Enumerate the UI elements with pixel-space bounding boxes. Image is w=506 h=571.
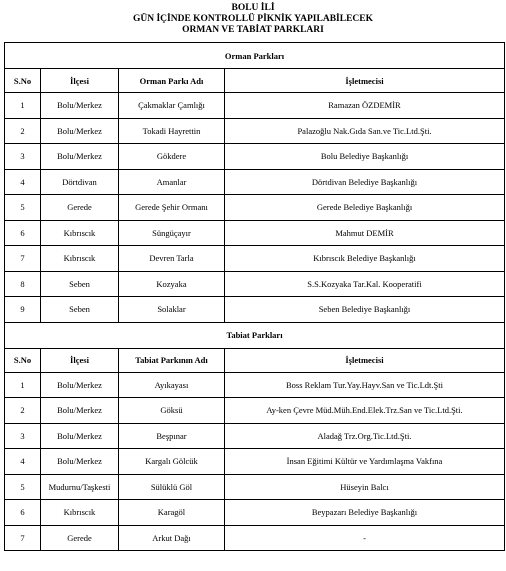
operator-cell: Boss Reklam Tur.Yay.Hayv.San ve Tic.Ldt.Şti [225,372,505,398]
table-row [5,525,505,551]
parks-table-body [5,43,505,551]
ilce-cell: Bolu/Merkez [41,372,119,398]
ilce-cell: Dörtdivan [41,169,119,195]
operator-cell: - [225,525,505,551]
park-name-cell: Kargalı Gölcük [119,449,225,475]
sno-cell: 4 [5,169,41,195]
ilce-cell: Kıbrıscık [41,246,119,272]
park-name-cell: Tokadi Hayrettin [119,118,225,144]
park-name-cell: Gökdere [119,144,225,170]
ilce-cell: Gerede [41,525,119,551]
park-name-cell: Göksü [119,398,225,424]
header-line-2: GÜN İÇİNDE KONTROLLÜ PİKNİK YAPILABİLECEK [132,14,373,24]
operator-cell: İnsan Eğitimi Kültür ve Yardımlaşma Vakfına [225,449,505,475]
orman-parklari-section-row [5,43,505,69]
park-name-cell: Sülüklü Göl [119,474,225,500]
orman-parklari-section-title: Orman Parkları [5,43,505,69]
operator-cell: Mahmut DEMİR [225,220,505,246]
ilce-cell: Bolu/Merkez [41,398,119,424]
operator-cell: Bolu Belediye Başkanlığı [225,144,505,170]
orman-parklari-column-header-row [5,69,505,93]
operator-cell: Palazoğlu Nak.Gıda San.ve Tic.Ltd.Şti. [225,118,505,144]
table-row [5,118,505,144]
sno-cell: 8 [5,271,41,297]
park-name-cell: Devren Tarla [119,246,225,272]
orman-parklari-header-operator: İşletmecisi [225,69,505,93]
sno-cell: 6 [5,220,41,246]
sno-cell: 1 [5,372,41,398]
ilce-cell: Bolu/Merkez [41,118,119,144]
sno-cell: 4 [5,449,41,475]
park-name-cell: Karagöl [119,500,225,526]
tabiat-parklari-header-operator: İşletmecisi [225,348,505,372]
sno-cell: 5 [5,195,41,221]
sno-cell: 2 [5,118,41,144]
tabiat-parklari-section-title: Tabiat Parkları [5,322,505,348]
table-row [5,297,505,323]
ilce-cell: Kıbrıscık [41,500,119,526]
park-name-cell: Arkut Dağı [119,525,225,551]
operator-cell: Kıbrıscık Belediye Başkanlığı [225,246,505,272]
sno-cell: 3 [5,144,41,170]
operator-cell: Ay-ken Çevre Müd.Müh.End.Elek.Trz.San ve Tic.Ltd.Şti. [225,398,505,424]
document-header [0,0,506,42]
tabiat-parklari-column-header-row [5,348,505,372]
tabiat-parklari-header-ilce: İlçesi [41,348,119,372]
table-row [5,246,505,272]
table-row [5,195,505,221]
table-row [5,500,505,526]
sno-cell: 1 [5,93,41,119]
header-line-1: BOLU İLİ [231,3,275,13]
header-line-3: ORMAN VE TABİAT PARKLARI [182,25,324,35]
ilce-cell: Bolu/Merkez [41,144,119,170]
sno-cell: 7 [5,246,41,272]
park-name-cell: Kozyaka [119,271,225,297]
table-row [5,93,505,119]
sno-cell: 9 [5,297,41,323]
table-row [5,169,505,195]
table-row [5,474,505,500]
sno-cell: 2 [5,398,41,424]
table-row [5,398,505,424]
ilce-cell: Mudurnu/Taşkesti [41,474,119,500]
park-name-cell: Amanlar [119,169,225,195]
table-row [5,271,505,297]
orman-parklari-header-ilce: İlçesi [41,69,119,93]
operator-cell: Gerede Belediye Başkanlığı [225,195,505,221]
sno-cell: 7 [5,525,41,551]
park-name-cell: Ayıkayası [119,372,225,398]
ilce-cell: Kıbrıscık [41,220,119,246]
park-name-cell: Beşpınar [119,423,225,449]
operator-cell: S.S.Kozyaka Tar.Kal. Kooperatifi [225,271,505,297]
park-name-cell: Gerede Şehir Ormanı [119,195,225,221]
table-row [5,220,505,246]
sno-cell: 6 [5,500,41,526]
table-row [5,372,505,398]
orman-parklari-header-park-name: Orman Parkı Adı [119,69,225,93]
operator-cell: Dörtdivan Belediye Başkanlığı [225,169,505,195]
table-row [5,449,505,475]
sno-cell: 3 [5,423,41,449]
ilce-cell: Gerede [41,195,119,221]
table-row [5,144,505,170]
ilce-cell: Bolu/Merkez [41,93,119,119]
operator-cell: Seben Belediye Başkanlığı [225,297,505,323]
sno-cell: 5 [5,474,41,500]
ilce-cell: Bolu/Merkez [41,449,119,475]
tabiat-parklari-header-park-name: Tabiat Parkının Adı [119,348,225,372]
operator-cell: Hüseyin Balcı [225,474,505,500]
parks-table [4,42,505,551]
ilce-cell: Seben [41,271,119,297]
park-name-cell: Çakmaklar Çamlığı [119,93,225,119]
ilce-cell: Bolu/Merkez [41,423,119,449]
operator-cell: Beypazarı Belediye Başkanlığı [225,500,505,526]
orman-parklari-header-sno: S.No [5,69,41,93]
table-row [5,423,505,449]
tabiat-parklari-section-row [5,322,505,348]
ilce-cell: Seben [41,297,119,323]
operator-cell: Aladağ Trz.Org.Tic.Ltd.Şti. [225,423,505,449]
park-name-cell: Solaklar [119,297,225,323]
park-name-cell: Süngüçayır [119,220,225,246]
operator-cell: Ramazan ÖZDEMİR [225,93,505,119]
tabiat-parklari-header-sno: S.No [5,348,41,372]
